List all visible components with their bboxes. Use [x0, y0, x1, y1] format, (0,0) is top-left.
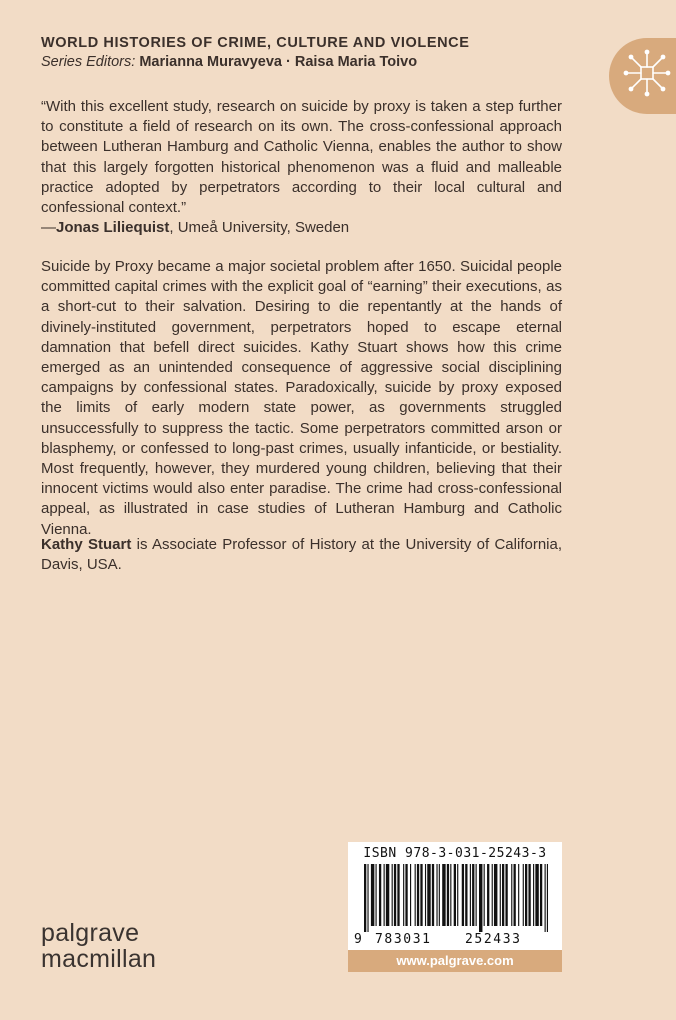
barcode-bar [410, 864, 411, 926]
barcode-bar [494, 864, 497, 926]
barcode-bar [514, 864, 516, 926]
barcode-digit-first: 9 [354, 932, 364, 947]
logo-line-macmillan: macmillan [41, 945, 157, 973]
barcode-bar [540, 864, 542, 926]
series-title: WORLD HISTORIES OF CRIME, CULTURE AND VIOLENCE [41, 35, 470, 51]
barcode-bar [465, 864, 467, 926]
barcode-bar [394, 864, 396, 926]
series-editors [41, 54, 417, 70]
series-editors-label: Series Editors: [41, 54, 136, 70]
attribution-dash: — [41, 219, 56, 237]
barcode-bar [371, 864, 374, 926]
isbn-barcode [348, 842, 562, 952]
barcode-bar [462, 864, 464, 926]
attribution-affiliation: , Umeå University, Sweden [169, 219, 350, 237]
logo-line-palgrave: palgrave [41, 919, 140, 947]
barcode-bar [417, 864, 419, 926]
series-badge [609, 38, 676, 114]
barcode-bar [439, 864, 440, 926]
author-bio-text: is Associate Professor of History at the University of California, Davis, USA. [41, 536, 563, 574]
barcode-bar [547, 864, 548, 932]
barcode-bar [450, 864, 451, 926]
barcode-bar [415, 864, 416, 926]
barcode-bar [492, 864, 493, 926]
barcode-bar [487, 864, 489, 926]
barcode-digits-right: 252433 [465, 932, 522, 947]
barcode-bar [447, 864, 449, 926]
barcode-bar [476, 864, 477, 926]
barcode-bar [484, 864, 485, 926]
barcode-bar [436, 864, 437, 926]
author-name: Kathy Stuart [41, 536, 132, 553]
series-editors-names: Marianna Muravyeva · Raisa Maria Toivo [139, 54, 418, 70]
publisher-url[interactable]: www.palgrave.com [348, 950, 562, 972]
book-blurb: Suicide by Proxy became a major societal problem after 1650. Suicidal people committed capital crimes with the explicit goal of “earning” their executions, as a short-cut to their salvation. Desiring to die repentantly at the hands of divinely-instituted government, perpetrators hoped to escape eternal damnation that befell direct suicides. Kathy Stuart shows how this crime emerged as an unintended consequence of aggressive social disciplining campaigns by confessional states. Paradoxically, suicide by proxy exposed the limits of early modern state power, as governments struggled unsuccessfully to suppress the tactic. Some perpetrators committed arson or blasphemy, or confessed to long-past crimes, usually infanticide, or bestiality. Most frequently, however, they murdered young children, believing that their innocent victims would also enter paradise. The crime had cross-confessional appeal, as illustrated in case studies of Lutheran Hamburg and Catholic Vienna. [41, 258, 562, 538]
barcode-bar [511, 864, 512, 926]
barcode-bar [397, 864, 399, 926]
barcode-bar [386, 864, 389, 926]
barcode-bar [392, 864, 393, 926]
barcode-bar [367, 864, 368, 932]
barcode-bar [403, 864, 404, 926]
barcode-bar [454, 864, 456, 926]
barcode-bar [376, 864, 377, 926]
barcode-bar [502, 864, 504, 926]
attribution-name: Jonas Liliequist [56, 219, 170, 237]
author-bio [41, 535, 562, 575]
barcode-bar [518, 864, 519, 926]
barcode-bar [432, 864, 434, 926]
barcode-bar [533, 864, 534, 926]
barcode-bar [525, 864, 527, 926]
barcode-bar [472, 864, 474, 926]
barcode-bar [470, 864, 471, 926]
barcode-bar [535, 864, 538, 926]
barcode-bar [505, 864, 507, 926]
barcode-bar [405, 864, 407, 926]
barcode-bar [427, 864, 430, 926]
barcode-digits-left: 783031 [375, 932, 432, 947]
barcode-bar [379, 864, 381, 926]
barcode-bar [500, 864, 501, 926]
network-star-icon [622, 48, 672, 98]
barcode-bar [479, 864, 482, 932]
endorsement-quote [41, 97, 562, 238]
barcode-bar [545, 864, 546, 932]
barcode-bar [425, 864, 426, 926]
barcode-bar [442, 864, 445, 926]
barcode-bars [364, 864, 548, 932]
quote-attribution [41, 218, 562, 238]
barcode-bar [420, 864, 422, 926]
isbn-label: ISBN 978-3-031-25243-3 [363, 846, 547, 861]
palgrave-macmillan-logo [41, 921, 156, 973]
quote-text: “With this excellent study, research on suicide by proxy is taken a step further to constitute a field of research on its own. The cross-confessional approach between Lutheran Hamburg and Catholic Vienna, enables the author to show that this largely forgotten historical phenomenon was a fluid and malleable practice adopted by perpetrators according to their local cultural and confessional context.” [41, 98, 562, 217]
barcode-bar [384, 864, 385, 926]
barcode-bar [457, 864, 458, 926]
barcode-bar [523, 864, 524, 926]
barcode-bar [364, 864, 366, 932]
barcode-bar [528, 864, 530, 926]
